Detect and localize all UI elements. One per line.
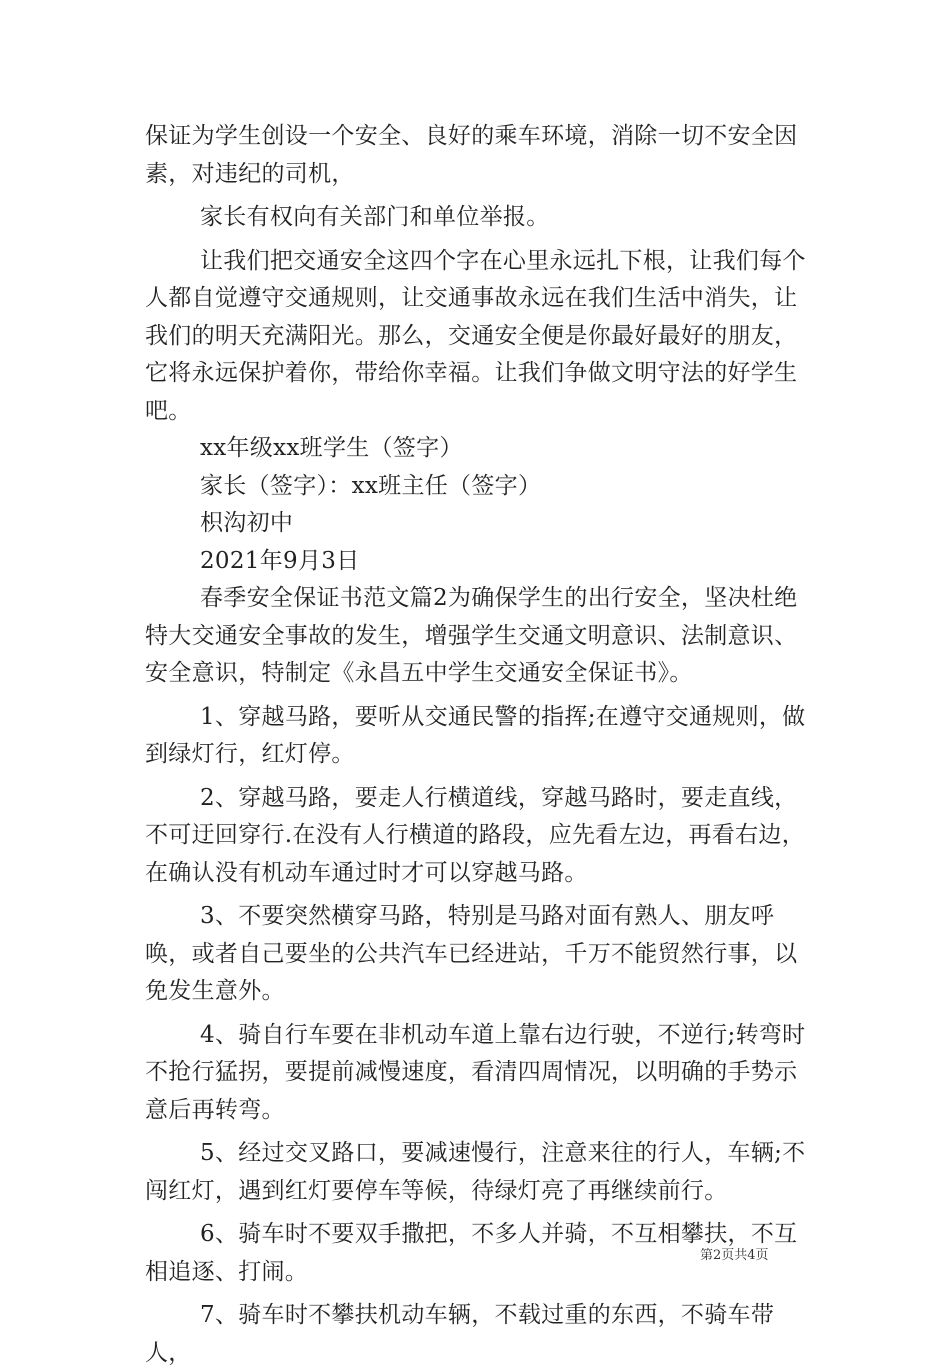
paragraph-2: 家长有权向有关部门和单位举报。 <box>200 204 550 230</box>
list-item-3: 3、不要突然横穿马路，特别是马路对面有熟人、朋友呼唤，或者自己要坐的公共汽车已经进站，千万不能贸然行事，以免发生意外。 <box>145 903 798 1004</box>
document-body <box>145 118 811 1372</box>
paragraph-essay-2-intro: 春季安全保证书范文篇2为确保学生的出行安全，坚决杜绝特大交通安全事故的发生，增强学生交通文明意识、法制意识、安全意识，特制定《永昌五中学生交通安全保证书》。 <box>145 585 798 686</box>
page-number: 第2页共4页 <box>700 1248 769 1263</box>
paragraph-3: 让我们把交通安全这四个字在心里永远扎下根，让我们每个人都自觉遵守交通规则，让交通事故永远在我们生活中消失，让我们的明天充满阳光。那么，交通安全便是你最好最好的朋友，它将永远保护着你，带给你幸福。让我们争做文明守法的好学生吧。 <box>145 247 806 424</box>
list-item-5: 5、经过交叉路口，要减速慢行，注意来往的行人，车辆;不闯红灯，遇到红灯要停车等候，待绿灯亮了再继续前行。 <box>145 1140 806 1204</box>
list-item-2: 2、穿越马路，要走人行横道线，穿越马路时，要走直线，不可迂回穿行.在没有人行横道的路段，应先看左边，再看右边，在确认没有机动车通过时才可以穿越马路。 <box>145 784 806 886</box>
list-item-6: 6、骑车时不要双手撒把，不多人并骑，不互相攀扶，不互相追逐、打闹。 <box>145 1221 798 1285</box>
list-item-4: 4、骑自行车要在非机动车道上靠右边行驶，不逆行;转弯时不抢行猛拐，要提前减慢速度，看清四周情况，以明确的手势示意后再转弯。 <box>145 1021 806 1123</box>
signature-student: xx年级xx班学生（签字） <box>200 435 463 461</box>
list-item-7: 7、骑车时不攀扶机动车辆，不载过重的东西，不骑车带人， <box>145 1302 775 1366</box>
document-date: 2021年9月3日 <box>200 547 360 574</box>
paragraph-1: 保证为学生创设一个安全、良好的乘车环境，消除一切不安全因素，对违纪的司机， <box>145 123 798 187</box>
school-name: 枳沟初中 <box>200 510 294 536</box>
list-item-1: 1、穿越马路，要听从交通民警的指挥;在遵守交通规则，做到绿灯行，红灯停。 <box>145 703 806 767</box>
signature-parent-teacher: 家长（签字）：xx班主任（签字） <box>200 472 542 499</box>
